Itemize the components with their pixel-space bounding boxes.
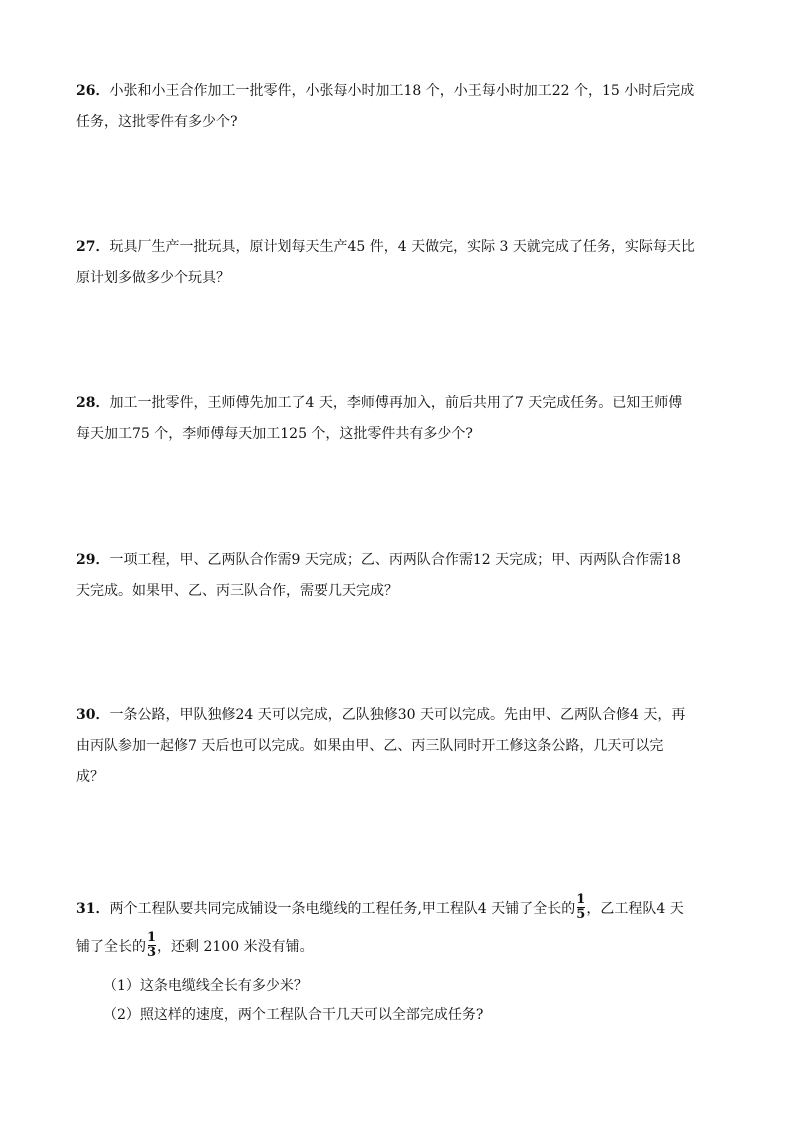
question-26-line-2: 任务，这批零件有多少个? (76, 114, 238, 130)
question-number: 31． (76, 901, 110, 917)
question-text: 玩具厂生产一批玩具，原计划每天生产45 件，4 天做完，实际 3 天就完成了任务，实际每天比 (109, 239, 695, 255)
question-text: 一项工程，甲、乙两队合作需9 天完成；乙、丙两队合作需12 天完成；甲、丙两队合作需18 (109, 552, 681, 568)
question-text: 铺了全长的 (76, 939, 146, 955)
question-30-line-2: 由丙队参加一起修7 天后也可以完成。如果由甲、乙、丙三队同时开工修这条公路，几天可以完 (76, 738, 664, 754)
question-text: ，还剩 2100 米没有铺。 (157, 939, 314, 955)
question-29-line-2: 天完成。如果甲、乙、丙三队合作，需要几天完成？ (76, 583, 398, 599)
fraction-one-fifth (576, 893, 585, 922)
question-26-line-1 (76, 76, 726, 107)
question-27-line-1 (76, 232, 726, 263)
question-text: 两个工程队要共同完成铺设一条电缆线的工程任务,甲工程队4 天铺了全长的 (109, 901, 576, 917)
fraction-denominator: 5 (576, 906, 586, 922)
question-30 (76, 700, 726, 793)
question-27-line-2: 原计划多做多少个玩具？ (76, 270, 230, 286)
question-31-subquestion-2: （2）照这样的速度，两个工程队合干几天可以全部完成任务? (103, 1007, 484, 1023)
question-number: 27． (76, 239, 110, 255)
fraction-numerator: 1 (576, 891, 586, 907)
question-number: 29． (76, 552, 110, 568)
question-28 (76, 388, 726, 450)
question-text: 加工一批零件，王师傅先加工了4 天，李师傅再加入，前后共用了7 天完成任务。已知王师傅 (109, 395, 683, 411)
question-28-line-1 (76, 388, 726, 419)
question-text: 一条公路，甲队独修24 天可以完成，乙队独修30 天可以完成。先由甲、乙两队合修4 天，再 (109, 707, 686, 723)
fraction-one-third (147, 931, 156, 960)
question-26 (76, 76, 726, 138)
question-text: 小张和小王合作加工一批零件，小张每小时加工18 个，小王每小时加工22 个，15 小时后完成 (109, 83, 695, 99)
question-number: 28． (76, 395, 110, 411)
question-27 (76, 232, 726, 294)
question-31-line-1 (76, 890, 726, 928)
question-31-subquestion-1: （1）这条电缆线全长有多少米？ (103, 978, 308, 994)
question-text: ，乙工程队4 天 (586, 901, 684, 917)
question-30-line-3: 成？ (76, 769, 104, 785)
question-28-line-2: 每天加工75 个，李师傅每天加工125 个，这批零件共有多少个? (76, 426, 473, 442)
question-29-line-1 (76, 545, 726, 576)
question-31 (76, 890, 726, 966)
question-30-line-1 (76, 700, 726, 731)
question-31-line-2 (76, 928, 726, 966)
question-number: 30． (76, 707, 110, 723)
fraction-numerator: 1 (147, 929, 157, 945)
question-29 (76, 545, 726, 607)
fraction-denominator: 3 (147, 944, 157, 960)
question-number: 26． (76, 83, 110, 99)
